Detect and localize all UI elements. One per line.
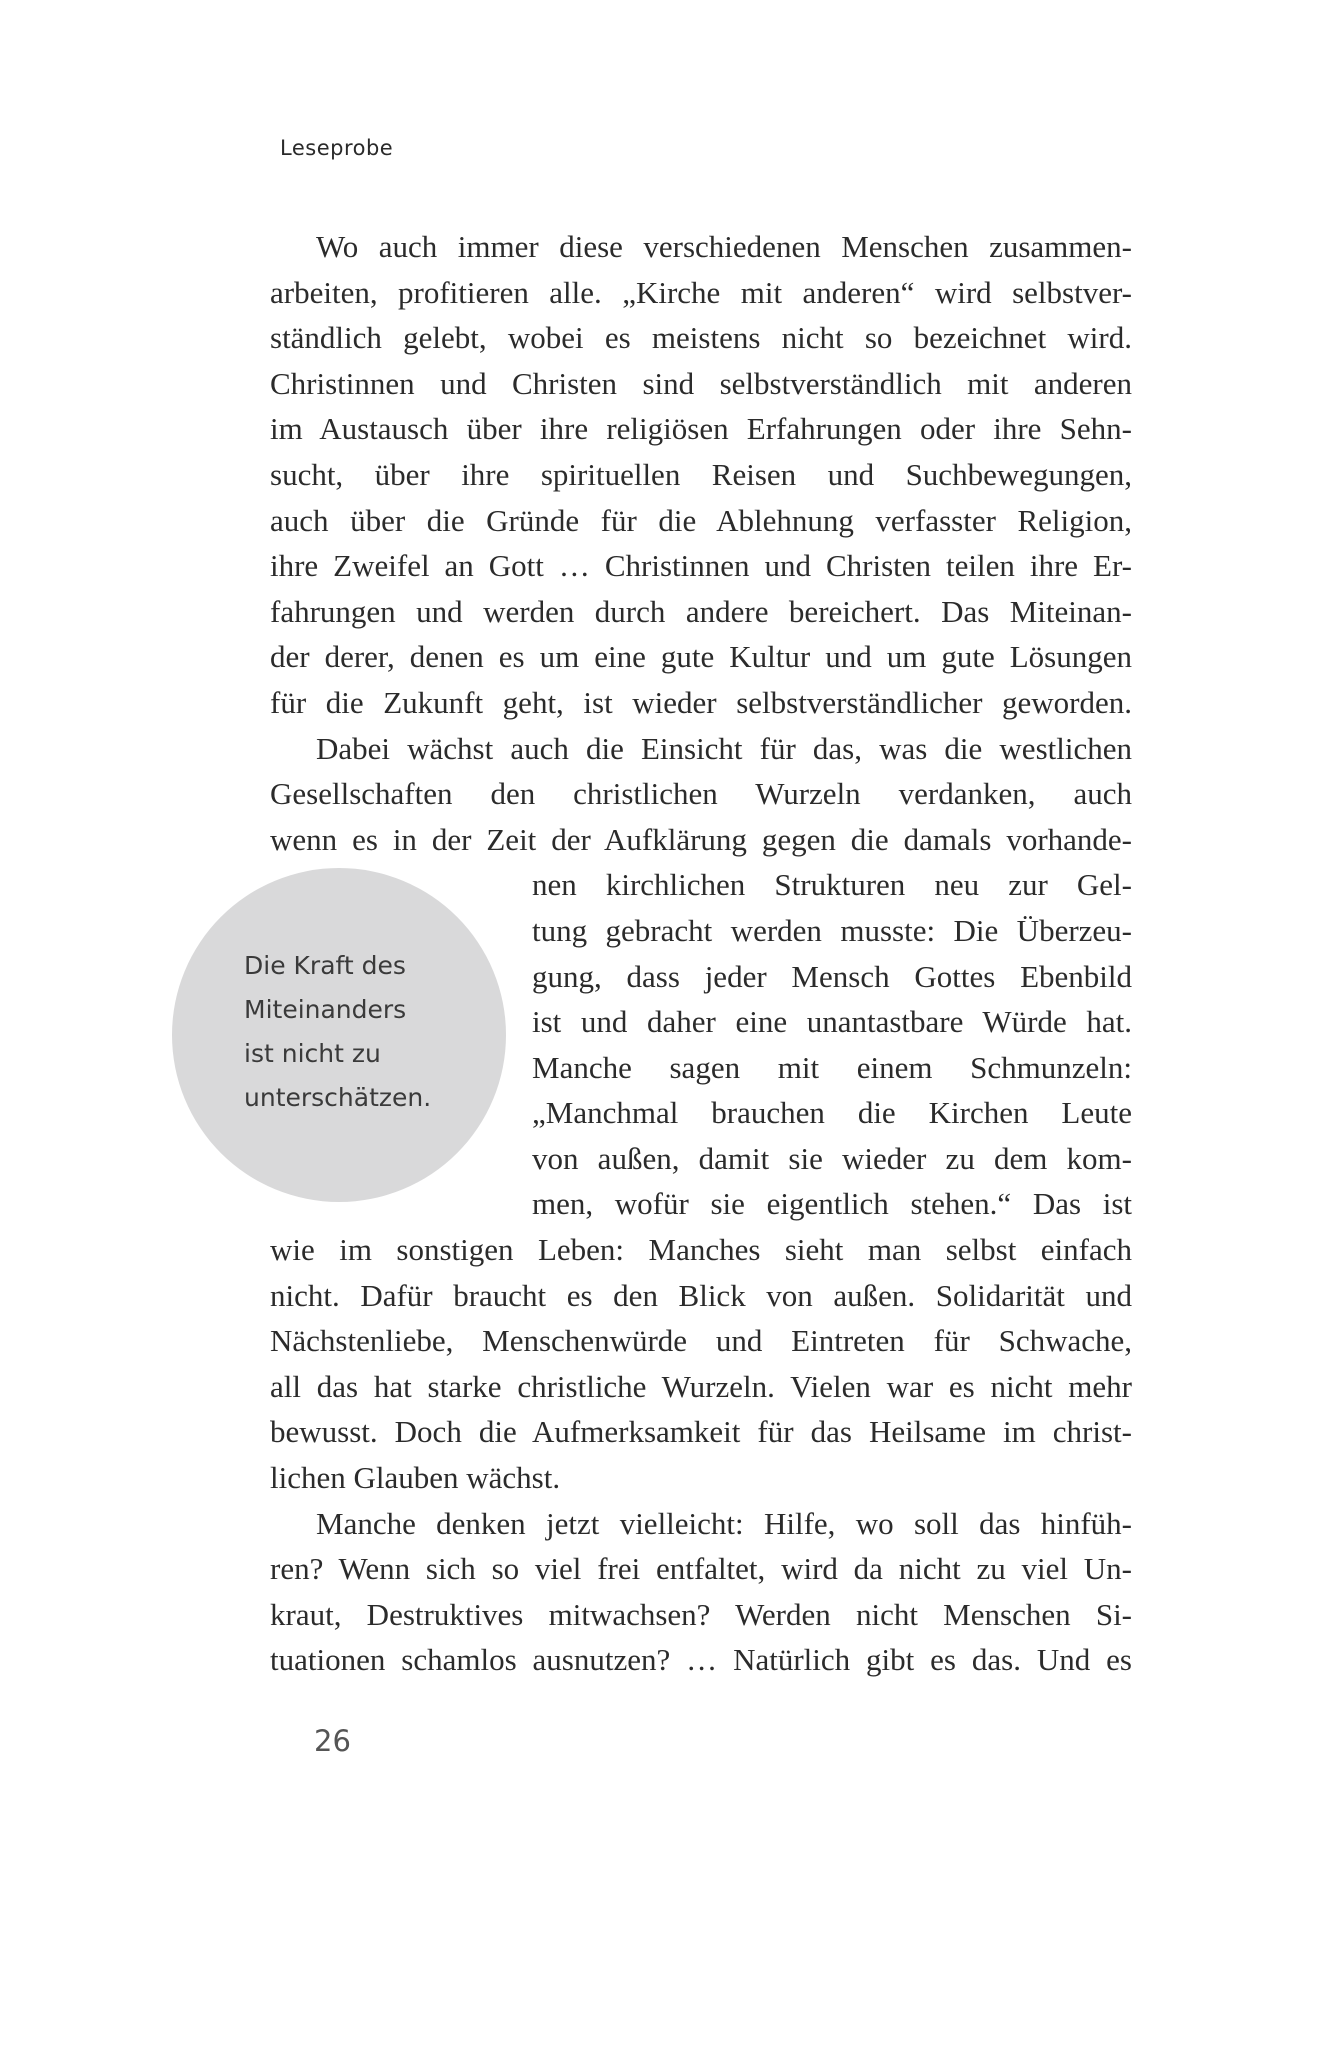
text-line: bewusst. Doch die Aufmerksamkeit für das Heilsame im christ- [270,1414,1132,1450]
text-line: wenn es in der Zeit der Aufklärung gegen die damals vorhande- [270,821,1132,857]
text-line: für die Zukunft geht, ist wieder selbstverständlicher geworden. [270,684,1132,720]
text-line: Dabei wächst auch die Einsicht für das, was die westlichen [316,730,1132,766]
text-line: Manche denken jetzt vielleicht: Hilfe, wo soll das hinfüh- [316,1505,1132,1541]
text-line: ren? Wenn sich so viel frei entfaltet, wird da nicht zu viel Un- [270,1551,1132,1587]
text-line: Christinnen und Christen sind selbstverständlich mit anderen [270,365,1132,401]
text-line: lichen Glauben wächst. [270,1460,561,1496]
text-line: men, wofür sie eigentlich stehen.“ Das ist [532,1186,1132,1222]
text-line: ist und daher eine unantastbare Würde hat. [532,1004,1132,1040]
text-line: auch über die Gründe für die Ablehnung verfasster Religion, [270,502,1132,538]
pullquote-line: Miteinanders [244,995,407,1024]
text-line: der derer, denen es um eine gute Kultur und um gute Lösungen [270,639,1132,675]
text-line: Nächstenliebe, Menschenwürde und Eintreten für Schwache, [270,1323,1132,1359]
text-line: ständlich gelebt, wobei es meistens nicht so bezeichnet wird. [270,320,1132,356]
text-line: ihre Zweifel an Gott … Christinnen und Christen teilen ihre Er- [270,548,1132,584]
text-line: fahrungen und werden durch andere bereichert. Das Miteinan- [270,593,1132,629]
text-line: Gesellschaften den christlichen Wurzeln verdanken, auch [270,776,1132,812]
body-text [270,224,1132,1683]
text-line: wie im sonstigen Leben: Manches sieht man selbst einfach [270,1232,1132,1268]
text-line: von außen, damit sie wieder zu dem kom- [532,1140,1132,1176]
text-line: Wo auch immer diese verschiedenen Menschen zusammen- [316,229,1132,264]
text-line: nen kirchlichen Strukturen neu zur Gel- [532,867,1132,903]
text-line: kraut, Destruktives mitwachsen? Werden nicht Menschen Si- [270,1596,1132,1632]
text-line: „Manchmal brauchen die Kirchen Leute [532,1095,1132,1131]
page-number: 26 [314,1724,351,1758]
pullquote-line: unterschätzen. [244,1083,432,1112]
text-line: Manche sagen mit einem Schmunzeln: [532,1049,1132,1085]
text-line: sucht, über ihre spirituellen Reisen und Suchbewegungen, [270,456,1132,492]
pullquote-line: ist nicht zu [244,1039,381,1068]
text-line: all das hat starke christliche Wurzeln. Vielen war es nicht mehr [270,1368,1132,1404]
pullquote-line: Die Kraft des [244,951,406,980]
running-header: Leseprobe [280,136,394,160]
text-line: arbeiten, profitieren alle. „Kirche mit anderen“ wird selbstver- [270,274,1132,310]
text-line: tuationen schamlos ausnutzen? … Natürlich gibt es das. Und es [270,1642,1132,1678]
text-line: nicht. Dafür braucht es den Blick von außen. Solidarität und [270,1277,1132,1313]
text-line: tung gebracht werden musste: Die Überzeu- [532,912,1132,948]
text-line: im Austausch über ihre religiösen Erfahrungen oder ihre Sehn- [270,411,1132,447]
text-line: gung, dass jeder Mensch Gottes Ebenbild [532,958,1132,994]
